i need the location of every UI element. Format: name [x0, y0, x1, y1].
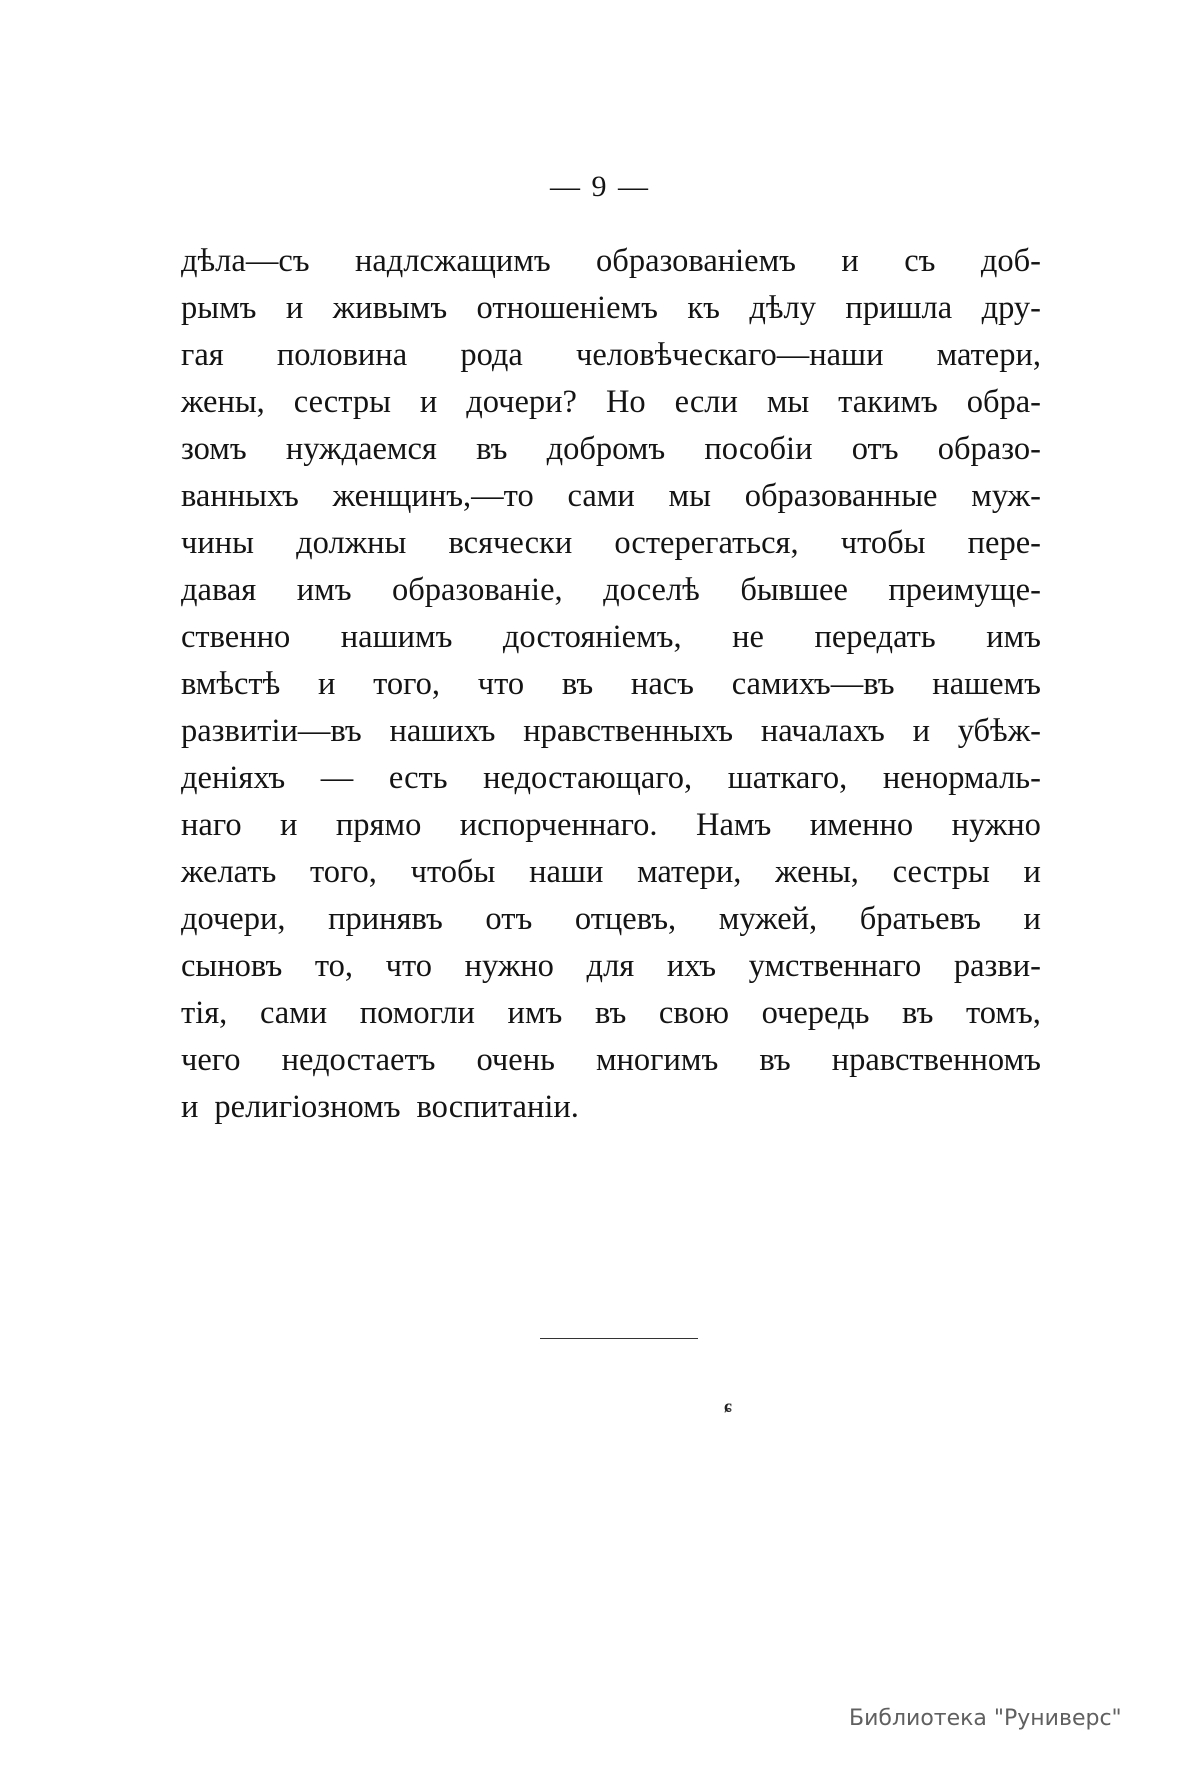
word: — — [320, 760, 354, 796]
body-text — [181, 238, 1041, 1131]
word: имъ — [986, 619, 1041, 655]
word: образованіемъ — [596, 243, 796, 279]
word: зомъ — [181, 431, 247, 467]
text-line — [181, 896, 1041, 943]
word: давая — [181, 572, 257, 608]
word: именно — [809, 807, 914, 843]
word: что — [385, 948, 432, 984]
word: рода — [460, 337, 523, 373]
word: чтобы — [840, 525, 926, 561]
word: живымъ — [332, 290, 448, 326]
word: передать — [814, 619, 936, 655]
word: что — [477, 666, 525, 702]
text-line — [181, 990, 1041, 1037]
text-line — [181, 661, 1041, 708]
word: разви- — [953, 948, 1041, 984]
word: нуждаемся — [285, 431, 437, 467]
text-line — [181, 1084, 1041, 1131]
word: отцевъ, — [574, 901, 677, 937]
word: религіозномъ — [214, 1089, 401, 1125]
word: и — [285, 290, 304, 326]
word: умственнаго — [748, 948, 922, 984]
text-line — [181, 708, 1041, 755]
text-line — [181, 473, 1041, 520]
word: сами — [259, 995, 328, 1031]
word: братьевъ — [859, 901, 981, 937]
word: есть — [388, 760, 448, 796]
word: матери, — [936, 337, 1041, 373]
word: Но — [605, 384, 646, 420]
word: такимъ — [838, 384, 938, 420]
word: сыновъ — [181, 948, 283, 984]
word: и — [318, 666, 336, 702]
word: дочери? — [466, 384, 577, 420]
word: отъ — [485, 901, 533, 937]
word: того, — [373, 666, 441, 702]
word: нужно — [951, 807, 1041, 843]
word: нашимъ — [340, 619, 453, 655]
library-watermark: Библиотека "Руниверс" — [849, 1706, 1122, 1731]
word: чтобы — [410, 854, 496, 890]
word: нужно — [464, 948, 554, 984]
word: ственно — [181, 619, 291, 655]
word: наши — [529, 854, 604, 890]
word: бывшее — [740, 572, 848, 608]
word: добромъ — [546, 431, 666, 467]
word: Намъ — [696, 807, 772, 843]
word: чего — [181, 1042, 241, 1078]
word: образованіе, — [391, 572, 563, 608]
word: остерегаться, — [614, 525, 799, 561]
word: и — [181, 1089, 199, 1125]
word: имъ — [507, 995, 563, 1031]
word: въ — [561, 666, 594, 702]
word: доселѣ — [603, 572, 700, 608]
word: дочери, — [181, 901, 286, 937]
text-line — [181, 802, 1041, 849]
word: воспитаніи. — [416, 1089, 579, 1125]
word: ненормаль- — [882, 760, 1041, 796]
word: должны — [296, 525, 407, 561]
word: для — [586, 948, 635, 984]
word: самихъ—въ — [731, 666, 895, 702]
word: муж- — [971, 478, 1041, 514]
word: дру- — [981, 290, 1041, 326]
word: помогли — [359, 995, 475, 1031]
page-number: — 9 — — [550, 170, 650, 203]
text-line — [181, 285, 1041, 332]
word: нашемъ — [932, 666, 1041, 702]
word: матери, — [637, 854, 742, 890]
word: испорченнаго. — [459, 807, 658, 843]
text-line — [181, 238, 1041, 285]
word: желать — [181, 854, 277, 890]
word: имъ — [296, 572, 352, 608]
word: въ — [476, 431, 508, 467]
word: прямо — [335, 807, 422, 843]
word: и — [841, 243, 859, 279]
text-line — [181, 1037, 1041, 1084]
word: надлсжащимъ — [354, 243, 551, 279]
word: если — [674, 384, 738, 420]
word: томъ, — [966, 995, 1041, 1031]
word: наго — [181, 807, 242, 843]
word: недостающаго, — [483, 760, 693, 796]
word: къ — [687, 290, 720, 326]
word: жены, — [775, 854, 859, 890]
word: сами — [567, 478, 635, 514]
word: нравственныхъ — [523, 713, 734, 749]
word: нравственномъ — [831, 1042, 1041, 1078]
word: гая — [181, 337, 224, 373]
word: всячески — [448, 525, 573, 561]
text-line — [181, 755, 1041, 802]
word: въ — [594, 995, 627, 1031]
word: въ — [759, 1042, 791, 1078]
word: половина — [276, 337, 408, 373]
word: женщинъ,—то — [332, 478, 534, 514]
word: достояніемъ, — [502, 619, 682, 655]
word: въ — [902, 995, 934, 1031]
word: отношеніемъ — [476, 290, 658, 326]
word: обра- — [966, 384, 1041, 420]
text-line — [181, 379, 1041, 426]
word: насъ — [630, 666, 694, 702]
word: принявъ — [328, 901, 443, 937]
stray-print-mark: ɕ — [724, 1396, 732, 1416]
word: нашихъ — [389, 713, 496, 749]
word: мужей, — [718, 901, 818, 937]
word: и — [1023, 901, 1041, 937]
word: сестры — [892, 854, 990, 890]
word: рымъ — [181, 290, 257, 326]
word: и — [419, 384, 438, 420]
text-line — [181, 614, 1041, 661]
text-line — [181, 332, 1041, 379]
word: очередь — [761, 995, 870, 1031]
word: убѣж- — [957, 713, 1041, 749]
word: ихъ — [666, 948, 717, 984]
word: и — [280, 807, 298, 843]
word: образованные — [744, 478, 938, 514]
word: доб- — [980, 243, 1041, 279]
word: образо- — [937, 431, 1041, 467]
word: свою — [658, 995, 729, 1031]
text-line — [181, 567, 1041, 614]
word: отъ — [851, 431, 899, 467]
word: развитіи—въ — [181, 713, 362, 749]
text-line — [181, 849, 1041, 896]
word: не — [732, 619, 764, 655]
word: пришла — [845, 290, 953, 326]
word: дѣла—съ — [181, 243, 310, 279]
word: преимуще- — [888, 572, 1041, 608]
section-divider — [540, 1338, 698, 1339]
word: пере- — [967, 525, 1041, 561]
word: многимъ — [595, 1042, 719, 1078]
text-line — [181, 426, 1041, 473]
word: очень — [476, 1042, 555, 1078]
word: мы — [766, 384, 810, 420]
word: шаткаго, — [727, 760, 848, 796]
word: ванныхъ — [181, 478, 299, 514]
word: того, — [310, 854, 377, 890]
word: вмѣстѣ — [181, 666, 281, 702]
word: и — [912, 713, 930, 749]
word: и — [1023, 854, 1041, 890]
word: тія, — [181, 995, 228, 1031]
word: недостаетъ — [281, 1042, 436, 1078]
word: пособіи — [704, 431, 813, 467]
text-line — [181, 943, 1041, 990]
word: съ — [904, 243, 936, 279]
word: дѣлу — [749, 290, 816, 326]
word: сестры — [293, 384, 391, 420]
word: мы — [668, 478, 711, 514]
word: то, — [314, 948, 354, 984]
word: жены, — [181, 384, 265, 420]
word: деніяхъ — [181, 760, 286, 796]
text-line — [181, 520, 1041, 567]
word: чины — [181, 525, 254, 561]
word: началахъ — [760, 713, 885, 749]
word: человѣческаго—наши — [576, 337, 884, 373]
